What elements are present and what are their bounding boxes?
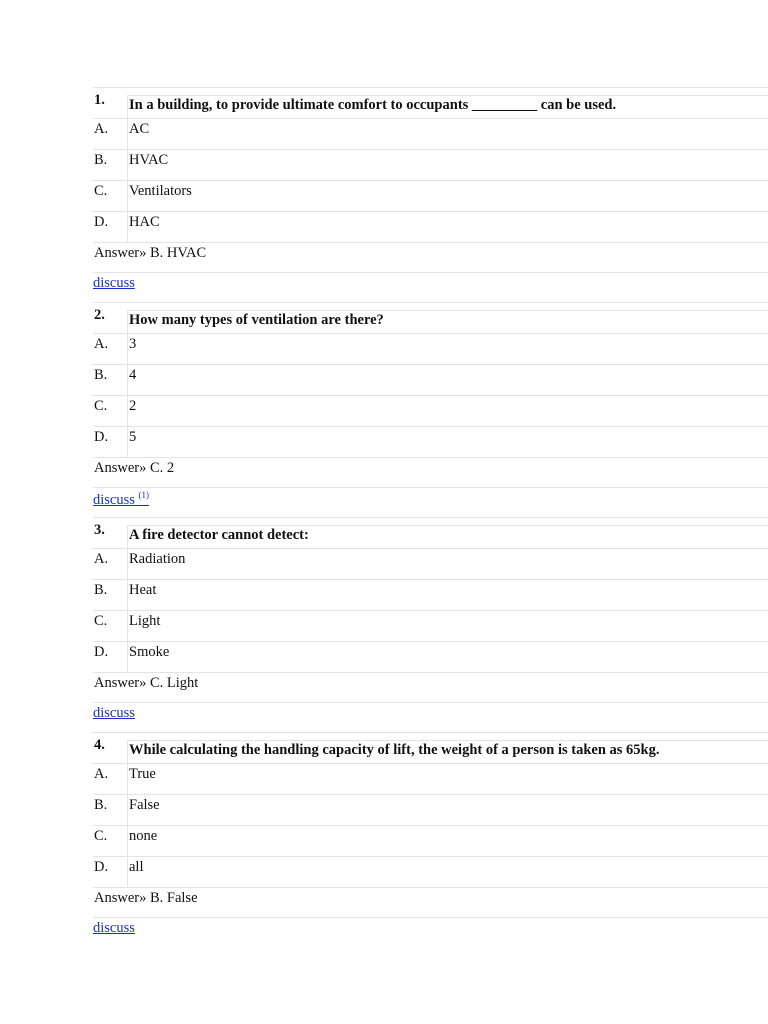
- question-text: While calculating the handling capacity of lift, the weight of a person is taken as 65kg.: [129, 742, 660, 758]
- question-block-2: [93, 302, 768, 517]
- option-row: [93, 364, 768, 395]
- discuss-link[interactable]: [93, 490, 149, 509]
- question-text: A fire detector cannot detect:: [129, 527, 309, 543]
- option-letter: D.: [94, 214, 109, 230]
- discuss-row: [93, 487, 768, 517]
- option-text-cell: [127, 334, 768, 364]
- option-text-cell: [127, 826, 768, 856]
- question-text-cell: [127, 95, 768, 118]
- option-row: [93, 548, 768, 579]
- option-text-cell: [127, 611, 768, 641]
- option-row: [93, 610, 768, 641]
- option-text-cell: [127, 580, 768, 610]
- answer-text: Answer» B. False: [94, 890, 198, 906]
- question-number: 4.: [94, 737, 105, 753]
- option-letter: C.: [94, 183, 108, 199]
- answer-row: [93, 242, 768, 272]
- question-row: [93, 517, 768, 548]
- question-text-cell: [127, 310, 768, 333]
- option-text: 4: [129, 367, 137, 383]
- option-text: True: [129, 766, 156, 782]
- option-letter: B.: [94, 152, 108, 168]
- option-text: all: [129, 859, 144, 875]
- option-text: Radiation: [129, 551, 186, 567]
- question-block-1: [93, 87, 768, 302]
- option-text: Ventilators: [129, 183, 192, 199]
- answer-row: [93, 672, 768, 702]
- answer-row: [93, 887, 768, 917]
- option-text: 3: [129, 336, 137, 352]
- option-letter: A.: [94, 121, 109, 137]
- discuss-row: [93, 702, 768, 732]
- discuss-label: discuss: [93, 275, 135, 291]
- question-number: 1.: [94, 92, 105, 108]
- option-letter: B.: [94, 367, 108, 383]
- discuss-label: discuss: [93, 491, 135, 508]
- option-letter: A.: [94, 766, 109, 782]
- option-text-cell: [127, 396, 768, 426]
- option-letter: B.: [94, 582, 108, 598]
- option-text-cell: [127, 642, 768, 672]
- option-row: [93, 395, 768, 426]
- question-text: In a building, to provide ultimate comfort to occupants _________ can be used.: [129, 97, 617, 113]
- option-row: [93, 333, 768, 364]
- option-letter: C.: [94, 613, 108, 629]
- option-letter: B.: [94, 797, 108, 813]
- option-text-cell: [127, 549, 768, 579]
- option-row: [93, 579, 768, 610]
- question-number: 3.: [94, 522, 105, 538]
- option-row: [93, 856, 768, 887]
- option-letter: D.: [94, 429, 109, 445]
- option-letter: C.: [94, 828, 108, 844]
- option-letter: A.: [94, 551, 109, 567]
- option-text-cell: [127, 181, 768, 211]
- option-text: 5: [129, 429, 137, 445]
- question-block-4: [93, 732, 768, 947]
- option-text-cell: [127, 795, 768, 825]
- discuss-label: discuss: [93, 705, 135, 721]
- option-text: Light: [129, 613, 161, 629]
- answer-row: [93, 457, 768, 487]
- option-text: HAC: [129, 214, 160, 230]
- option-text-cell: [127, 365, 768, 395]
- option-letter: A.: [94, 336, 109, 352]
- question-text-cell: [127, 525, 768, 548]
- option-row: [93, 426, 768, 457]
- option-text-cell: [127, 119, 768, 149]
- option-text-cell: [127, 427, 768, 457]
- discuss-link[interactable]: [93, 705, 135, 722]
- option-row: [93, 763, 768, 794]
- option-text: Heat: [129, 582, 157, 598]
- discuss-link[interactable]: [93, 275, 135, 292]
- quiz-sheet: [93, 87, 768, 947]
- option-row: [93, 211, 768, 242]
- question-row: [93, 302, 768, 333]
- question-row: [93, 87, 768, 118]
- option-text-cell: [127, 212, 768, 242]
- discuss-row: [93, 272, 768, 302]
- option-text: 2: [129, 398, 137, 414]
- option-row: [93, 825, 768, 856]
- answer-text: Answer» C. 2: [94, 460, 175, 476]
- answer-text: Answer» C. Light: [94, 675, 199, 691]
- option-text: Smoke: [129, 644, 170, 660]
- option-text: none: [129, 828, 158, 844]
- discuss-link[interactable]: [93, 920, 135, 937]
- option-row: [93, 180, 768, 211]
- question-text: How many types of ventilation are there?: [129, 312, 384, 328]
- question-number: 2.: [94, 307, 105, 323]
- option-text: HVAC: [129, 152, 169, 168]
- question-block-3: [93, 517, 768, 732]
- discuss-label: discuss: [93, 920, 135, 936]
- option-row: [93, 149, 768, 180]
- question-text-cell: [127, 740, 768, 763]
- option-row: [93, 641, 768, 672]
- discuss-row: [93, 917, 768, 947]
- option-text-cell: [127, 764, 768, 794]
- option-row: [93, 118, 768, 149]
- option-text-cell: [127, 150, 768, 180]
- option-text: AC: [129, 121, 150, 137]
- discuss-count: (1): [138, 490, 150, 500]
- question-row: [93, 732, 768, 763]
- option-text: False: [129, 797, 160, 813]
- option-row: [93, 794, 768, 825]
- answer-text: Answer» B. HVAC: [94, 245, 207, 261]
- option-text-cell: [127, 857, 768, 887]
- option-letter: C.: [94, 398, 108, 414]
- option-letter: D.: [94, 859, 109, 875]
- option-letter: D.: [94, 644, 109, 660]
